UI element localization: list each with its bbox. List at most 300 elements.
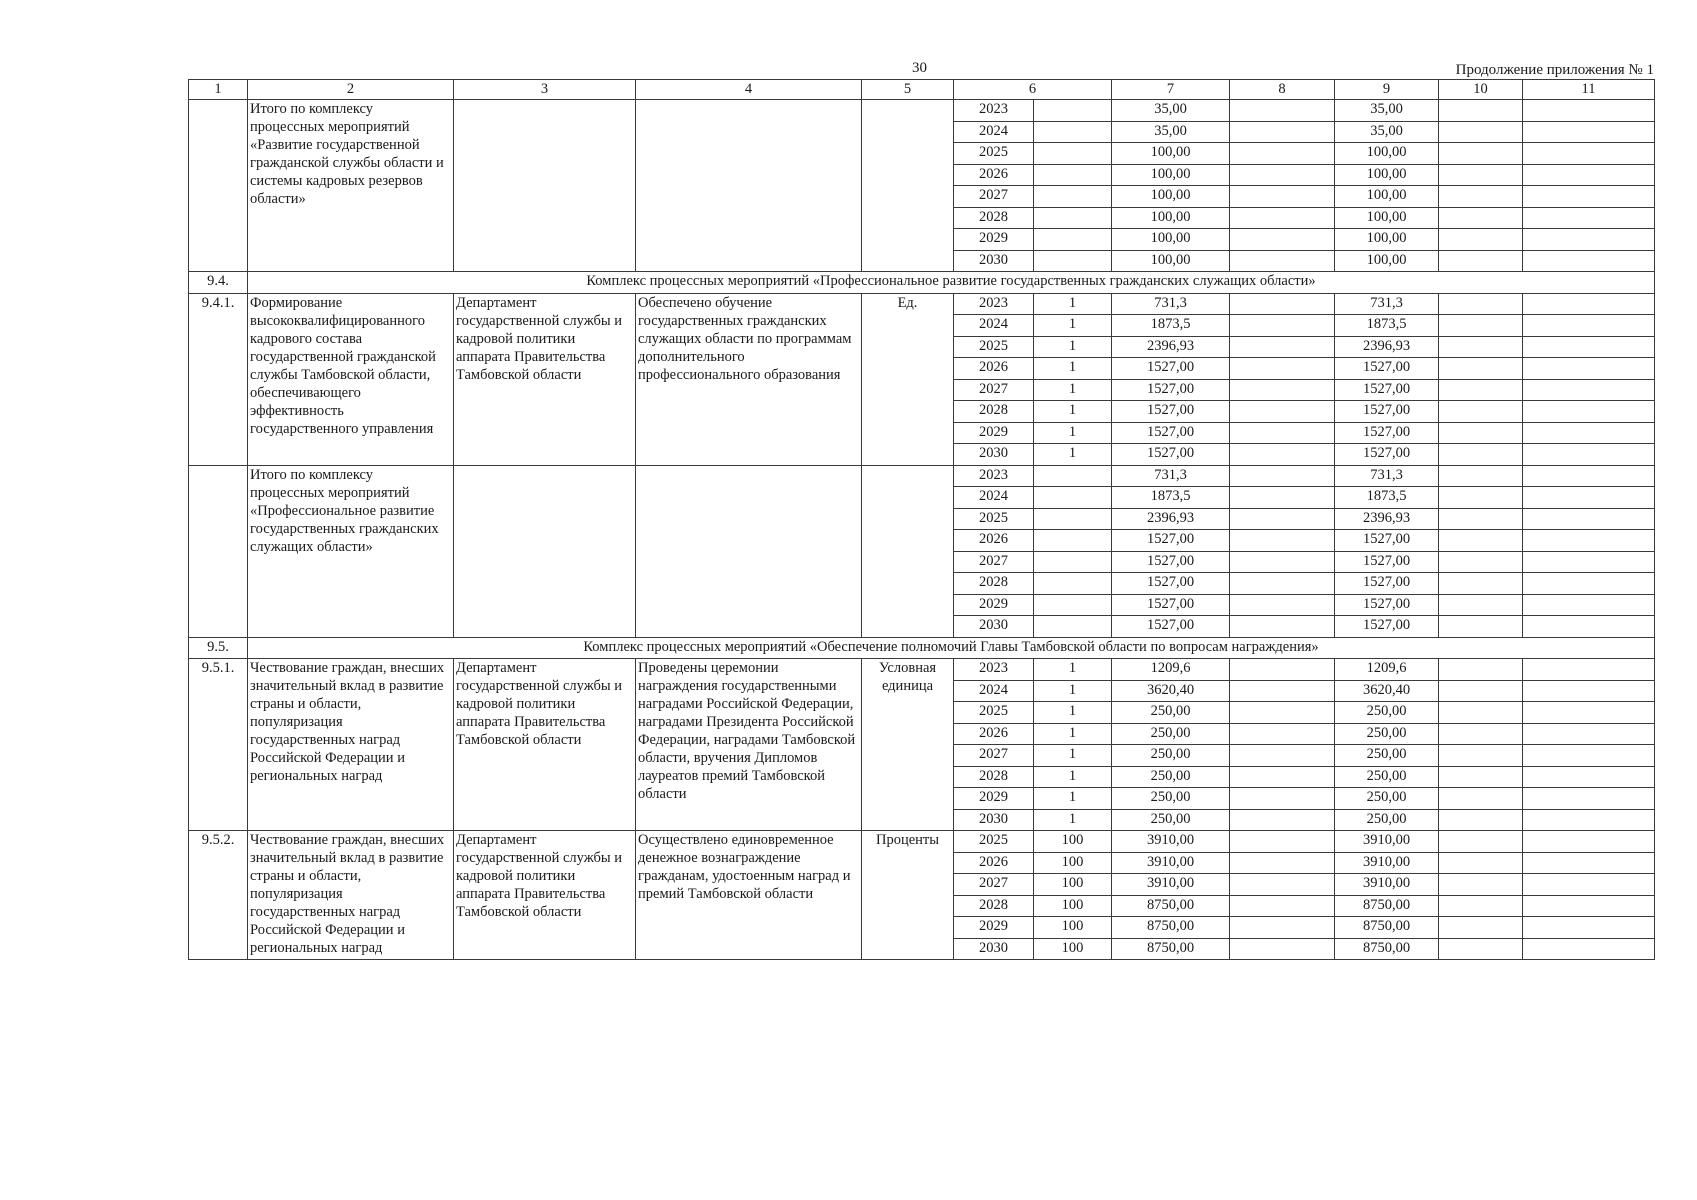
indicator-value: 1	[1034, 659, 1112, 681]
col-10-value	[1439, 831, 1523, 853]
col-11-value	[1523, 938, 1655, 960]
item-number	[189, 100, 248, 272]
col-11-value	[1523, 250, 1655, 272]
col-8-value	[1230, 788, 1335, 810]
indicator-value: 100	[1034, 895, 1112, 917]
section-number: 9.4.	[189, 272, 248, 294]
col-9-value: 35,00	[1335, 100, 1439, 122]
indicator-value: 1	[1034, 358, 1112, 380]
page-number: 30	[912, 60, 927, 76]
year-cell: 2025	[954, 508, 1034, 530]
col-9-value: 1527,00	[1335, 358, 1439, 380]
col-7-value: 8750,00	[1112, 938, 1230, 960]
col-11-value	[1523, 551, 1655, 573]
col-7-value: 250,00	[1112, 702, 1230, 724]
col-9-value: 2396,93	[1335, 508, 1439, 530]
col-10-value	[1439, 336, 1523, 358]
indicator-value: 1	[1034, 788, 1112, 810]
indicator-value	[1034, 616, 1112, 638]
col-9-value: 3910,00	[1335, 852, 1439, 874]
indicator-value: 1	[1034, 745, 1112, 767]
indicator-value: 1	[1034, 315, 1112, 337]
col-11-value	[1523, 723, 1655, 745]
col-8-value	[1230, 422, 1335, 444]
col-10-value	[1439, 852, 1523, 874]
item-department: Департамент государственной службы и кадровой политики аппарата Правительства Тамбовской области	[454, 293, 636, 465]
item-department: Департамент государственной службы и кадровой политики аппарата Правительства Тамбовской области	[454, 659, 636, 831]
col-8-value	[1230, 831, 1335, 853]
col-11-value	[1523, 680, 1655, 702]
col-11-value	[1523, 573, 1655, 595]
col-11-value	[1523, 164, 1655, 186]
col-7-value: 1527,00	[1112, 573, 1230, 595]
col-7-value: 250,00	[1112, 788, 1230, 810]
year-cell: 2029	[954, 788, 1034, 810]
col-5-header: 5	[862, 80, 954, 100]
col-9-value: 100,00	[1335, 143, 1439, 165]
col-10-value	[1439, 164, 1523, 186]
col-8-value	[1230, 229, 1335, 251]
col-10-value	[1439, 379, 1523, 401]
indicator-value	[1034, 250, 1112, 272]
indicator-value: 1	[1034, 336, 1112, 358]
col-7-value: 100,00	[1112, 186, 1230, 208]
col-7-value: 3620,40	[1112, 680, 1230, 702]
col-7-value: 8750,00	[1112, 895, 1230, 917]
table-row	[189, 465, 1655, 487]
col-10-value	[1439, 401, 1523, 423]
year-cell: 2024	[954, 680, 1034, 702]
table-row	[189, 293, 1655, 315]
col-10-value	[1439, 358, 1523, 380]
col-7-header: 7	[1112, 80, 1230, 100]
section-row	[189, 272, 1655, 294]
col-9-value: 1527,00	[1335, 401, 1439, 423]
col-7-value: 1209,6	[1112, 659, 1230, 681]
col-8-value	[1230, 250, 1335, 272]
year-cell: 2028	[954, 401, 1034, 423]
item-result: Осуществлено единовременное денежное вознаграждение гражданам, удостоенным наград и премий Тамбовской области	[636, 831, 862, 960]
indicator-value: 1	[1034, 401, 1112, 423]
col-10-value	[1439, 938, 1523, 960]
col-10-value	[1439, 573, 1523, 595]
year-cell: 2025	[954, 336, 1034, 358]
year-cell: 2026	[954, 164, 1034, 186]
col-8-value	[1230, 745, 1335, 767]
col-10-value	[1439, 250, 1523, 272]
col-8-value	[1230, 723, 1335, 745]
col-7-value: 3910,00	[1112, 874, 1230, 896]
col-10-value	[1439, 530, 1523, 552]
col-9-value: 8750,00	[1335, 938, 1439, 960]
indicator-value: 1	[1034, 444, 1112, 466]
year-cell: 2026	[954, 358, 1034, 380]
indicator-value	[1034, 508, 1112, 530]
year-cell: 2028	[954, 207, 1034, 229]
col-8-value	[1230, 379, 1335, 401]
indicator-value	[1034, 551, 1112, 573]
item-unit	[862, 465, 954, 637]
col-9-value: 3910,00	[1335, 831, 1439, 853]
col-8-value	[1230, 659, 1335, 681]
col-8-value	[1230, 336, 1335, 358]
col-11-value	[1523, 121, 1655, 143]
col-11-value	[1523, 766, 1655, 788]
col-8-value	[1230, 164, 1335, 186]
col-7-value: 1527,00	[1112, 551, 1230, 573]
indicator-value: 1	[1034, 723, 1112, 745]
col-9-value: 1527,00	[1335, 616, 1439, 638]
col-9-value: 250,00	[1335, 723, 1439, 745]
col-8-value	[1230, 551, 1335, 573]
col-8-value	[1230, 100, 1335, 122]
year-cell: 2025	[954, 702, 1034, 724]
col-8-value	[1230, 358, 1335, 380]
col-8-value	[1230, 444, 1335, 466]
col-10-value	[1439, 207, 1523, 229]
item-unit: Ед.	[862, 293, 954, 465]
item-result	[636, 100, 862, 272]
col-9-value: 100,00	[1335, 207, 1439, 229]
col-7-value: 3910,00	[1112, 852, 1230, 874]
indicator-value: 100	[1034, 852, 1112, 874]
col-7-value: 1527,00	[1112, 530, 1230, 552]
col-10-header: 10	[1439, 80, 1523, 100]
col-10-value	[1439, 508, 1523, 530]
indicator-value	[1034, 100, 1112, 122]
section-row	[189, 637, 1655, 659]
col-11-value	[1523, 100, 1655, 122]
col-11-value	[1523, 616, 1655, 638]
col-11-value	[1523, 444, 1655, 466]
col-7-value: 1527,00	[1112, 422, 1230, 444]
year-cell: 2030	[954, 938, 1034, 960]
year-cell: 2029	[954, 422, 1034, 444]
col-9-value: 1873,5	[1335, 315, 1439, 337]
col-7-value: 731,3	[1112, 465, 1230, 487]
item-name: Чествование граждан, внесших значительный вклад в развитие страны и области, популяризация государственных наград Российской Федерации и региональных наград	[248, 831, 454, 960]
col-10-value	[1439, 444, 1523, 466]
col-11-value	[1523, 594, 1655, 616]
col-8-value	[1230, 917, 1335, 939]
col-1-header: 1	[189, 80, 248, 100]
col-8-value	[1230, 143, 1335, 165]
col-7-value: 100,00	[1112, 143, 1230, 165]
col-10-value	[1439, 766, 1523, 788]
col-7-value: 1527,00	[1112, 594, 1230, 616]
col-7-value: 1527,00	[1112, 379, 1230, 401]
indicator-value: 1	[1034, 680, 1112, 702]
section-number: 9.5.	[189, 637, 248, 659]
continuation-note: Продолжение приложения № 1	[1455, 62, 1654, 78]
col-11-value	[1523, 508, 1655, 530]
indicator-value	[1034, 487, 1112, 509]
indicator-value: 100	[1034, 831, 1112, 853]
col-11-value	[1523, 895, 1655, 917]
col-9-value: 1209,6	[1335, 659, 1439, 681]
col-4-header: 4	[636, 80, 862, 100]
col-7-value: 250,00	[1112, 766, 1230, 788]
col-10-value	[1439, 874, 1523, 896]
col-10-value	[1439, 229, 1523, 251]
col-7-value: 3910,00	[1112, 831, 1230, 853]
col-7-value: 100,00	[1112, 164, 1230, 186]
item-result	[636, 465, 862, 637]
item-number	[189, 465, 248, 637]
col-10-value	[1439, 293, 1523, 315]
col-11-value	[1523, 293, 1655, 315]
col-10-value	[1439, 745, 1523, 767]
indicator-value	[1034, 229, 1112, 251]
item-department	[454, 465, 636, 637]
col-7-value: 100,00	[1112, 229, 1230, 251]
col-9-value: 1527,00	[1335, 379, 1439, 401]
col-11-value	[1523, 358, 1655, 380]
year-cell: 2027	[954, 745, 1034, 767]
year-cell: 2030	[954, 444, 1034, 466]
col-11-value	[1523, 401, 1655, 423]
col-7-value: 35,00	[1112, 100, 1230, 122]
col-8-value	[1230, 573, 1335, 595]
col-9-value: 1527,00	[1335, 530, 1439, 552]
col-6-header: 6	[954, 80, 1112, 100]
year-cell: 2024	[954, 121, 1034, 143]
col-8-value	[1230, 680, 1335, 702]
year-cell: 2023	[954, 659, 1034, 681]
col-8-value	[1230, 809, 1335, 831]
col-9-value: 731,3	[1335, 465, 1439, 487]
col-8-value	[1230, 938, 1335, 960]
indicator-value	[1034, 465, 1112, 487]
col-10-value	[1439, 551, 1523, 573]
col-10-value	[1439, 487, 1523, 509]
col-7-value: 250,00	[1112, 745, 1230, 767]
col-9-value: 8750,00	[1335, 917, 1439, 939]
col-8-value	[1230, 852, 1335, 874]
item-number: 9.5.1.	[189, 659, 248, 831]
col-7-value: 1527,00	[1112, 358, 1230, 380]
col-8-value	[1230, 207, 1335, 229]
col-7-value: 100,00	[1112, 207, 1230, 229]
col-11-value	[1523, 186, 1655, 208]
year-cell: 2025	[954, 143, 1034, 165]
indicator-value	[1034, 164, 1112, 186]
item-unit: Условная единица	[862, 659, 954, 831]
col-10-value	[1439, 121, 1523, 143]
col-7-value: 2396,93	[1112, 336, 1230, 358]
col-8-value	[1230, 315, 1335, 337]
col-11-value	[1523, 745, 1655, 767]
col-11-header: 11	[1523, 80, 1655, 100]
indicator-value	[1034, 186, 1112, 208]
col-9-value: 2396,93	[1335, 336, 1439, 358]
col-10-value	[1439, 809, 1523, 831]
item-unit: Проценты	[862, 831, 954, 960]
item-number: 9.4.1.	[189, 293, 248, 465]
col-9-value: 1527,00	[1335, 422, 1439, 444]
col-8-value	[1230, 121, 1335, 143]
indicator-value: 1	[1034, 422, 1112, 444]
col-9-value: 1873,5	[1335, 487, 1439, 509]
col-9-value: 1527,00	[1335, 444, 1439, 466]
col-10-value	[1439, 895, 1523, 917]
indicator-value	[1034, 143, 1112, 165]
col-9-value: 100,00	[1335, 186, 1439, 208]
col-8-value	[1230, 186, 1335, 208]
item-department: Департамент государственной службы и кадровой политики аппарата Правительства Тамбовской области	[454, 831, 636, 960]
col-11-value	[1523, 229, 1655, 251]
indicator-value: 1	[1034, 809, 1112, 831]
col-10-value	[1439, 315, 1523, 337]
col-3-header: 3	[454, 80, 636, 100]
col-9-value: 731,3	[1335, 293, 1439, 315]
col-9-value: 1527,00	[1335, 573, 1439, 595]
col-11-value	[1523, 143, 1655, 165]
year-cell: 2028	[954, 766, 1034, 788]
item-result: Проведены церемонии награждения государственными наградами Российской Федерации, наградами Президента Российской Федерации, наградами Тамбовской области, вручения Дипломов лауреатов премий Тамбовской области	[636, 659, 862, 831]
table-row	[189, 659, 1655, 681]
year-cell: 2025	[954, 831, 1034, 853]
col-2-header: 2	[248, 80, 454, 100]
program-table	[188, 79, 1655, 960]
indicator-value: 1	[1034, 379, 1112, 401]
section-title: Комплекс процессных мероприятий «Обеспечение полномочий Главы Тамбовской области по вопросам награждения»	[248, 637, 1655, 659]
col-11-value	[1523, 917, 1655, 939]
col-10-value	[1439, 594, 1523, 616]
col-7-value: 1527,00	[1112, 444, 1230, 466]
col-11-value	[1523, 831, 1655, 853]
col-7-value: 731,3	[1112, 293, 1230, 315]
year-cell: 2030	[954, 616, 1034, 638]
col-7-value: 1527,00	[1112, 401, 1230, 423]
year-cell: 2027	[954, 379, 1034, 401]
col-7-value: 100,00	[1112, 250, 1230, 272]
col-11-value	[1523, 702, 1655, 724]
col-8-value	[1230, 766, 1335, 788]
col-11-value	[1523, 379, 1655, 401]
item-department	[454, 100, 636, 272]
year-cell: 2023	[954, 293, 1034, 315]
col-10-value	[1439, 659, 1523, 681]
year-cell: 2028	[954, 895, 1034, 917]
col-11-value	[1523, 336, 1655, 358]
col-10-value	[1439, 788, 1523, 810]
item-number: 9.5.2.	[189, 831, 248, 960]
col-9-value: 35,00	[1335, 121, 1439, 143]
col-7-value: 1873,5	[1112, 487, 1230, 509]
col-9-value: 250,00	[1335, 702, 1439, 724]
col-9-value: 3910,00	[1335, 874, 1439, 896]
item-name: Чествование граждан, внесших значительный вклад в развитие страны и области, популяризация государственных наград Российской Федерации и региональных наград	[248, 659, 454, 831]
col-7-value: 250,00	[1112, 723, 1230, 745]
col-7-value: 8750,00	[1112, 917, 1230, 939]
col-9-value: 100,00	[1335, 250, 1439, 272]
col-10-value	[1439, 917, 1523, 939]
year-cell: 2029	[954, 229, 1034, 251]
indicator-value	[1034, 573, 1112, 595]
col-8-value	[1230, 293, 1335, 315]
col-11-value	[1523, 465, 1655, 487]
year-cell: 2024	[954, 315, 1034, 337]
col-7-value: 35,00	[1112, 121, 1230, 143]
indicator-value: 100	[1034, 917, 1112, 939]
col-9-value: 100,00	[1335, 229, 1439, 251]
col-9-value: 100,00	[1335, 164, 1439, 186]
year-cell: 2026	[954, 530, 1034, 552]
col-11-value	[1523, 315, 1655, 337]
col-8-value	[1230, 530, 1335, 552]
col-8-value	[1230, 594, 1335, 616]
item-name: Формирование высококвалифицированного кадрового состава государственной гражданской службы Тамбовской области, обеспечивающего эффективность государственного управления	[248, 293, 454, 465]
col-11-value	[1523, 788, 1655, 810]
table-row	[189, 100, 1655, 122]
year-cell: 2023	[954, 100, 1034, 122]
col-11-value	[1523, 809, 1655, 831]
col-9-header: 9	[1335, 80, 1439, 100]
col-8-value	[1230, 487, 1335, 509]
col-9-value: 250,00	[1335, 745, 1439, 767]
item-unit	[862, 100, 954, 272]
col-11-value	[1523, 659, 1655, 681]
col-11-value	[1523, 422, 1655, 444]
col-9-value: 250,00	[1335, 766, 1439, 788]
indicator-value: 1	[1034, 702, 1112, 724]
year-cell: 2026	[954, 723, 1034, 745]
col-10-value	[1439, 723, 1523, 745]
indicator-value: 1	[1034, 766, 1112, 788]
col-10-value	[1439, 616, 1523, 638]
year-cell: 2023	[954, 465, 1034, 487]
table-body	[189, 100, 1655, 960]
col-10-value	[1439, 465, 1523, 487]
indicator-value	[1034, 121, 1112, 143]
col-8-value	[1230, 702, 1335, 724]
year-cell: 2030	[954, 250, 1034, 272]
col-11-value	[1523, 874, 1655, 896]
column-number-row	[189, 80, 1655, 100]
col-9-value: 250,00	[1335, 809, 1439, 831]
col-8-value	[1230, 401, 1335, 423]
col-9-value: 250,00	[1335, 788, 1439, 810]
col-9-value: 1527,00	[1335, 551, 1439, 573]
year-cell: 2027	[954, 874, 1034, 896]
indicator-value: 100	[1034, 874, 1112, 896]
year-cell: 2028	[954, 573, 1034, 595]
col-7-value: 1873,5	[1112, 315, 1230, 337]
col-10-value	[1439, 422, 1523, 444]
indicator-value	[1034, 207, 1112, 229]
col-11-value	[1523, 530, 1655, 552]
col-8-value	[1230, 874, 1335, 896]
col-8-value	[1230, 465, 1335, 487]
col-7-value: 250,00	[1112, 809, 1230, 831]
col-9-value: 8750,00	[1335, 895, 1439, 917]
col-10-value	[1439, 186, 1523, 208]
indicator-value	[1034, 530, 1112, 552]
col-11-value	[1523, 207, 1655, 229]
col-10-value	[1439, 680, 1523, 702]
item-name: Итого по комплексу процессных мероприятий «Развитие государственной гражданской службы области и системы кадровых резервов области»	[248, 100, 454, 272]
col-9-value: 3620,40	[1335, 680, 1439, 702]
col-8-value	[1230, 616, 1335, 638]
year-cell: 2026	[954, 852, 1034, 874]
indicator-value	[1034, 594, 1112, 616]
col-11-value	[1523, 487, 1655, 509]
indicator-value: 100	[1034, 938, 1112, 960]
year-cell: 2029	[954, 917, 1034, 939]
year-cell: 2027	[954, 551, 1034, 573]
col-8-value	[1230, 895, 1335, 917]
